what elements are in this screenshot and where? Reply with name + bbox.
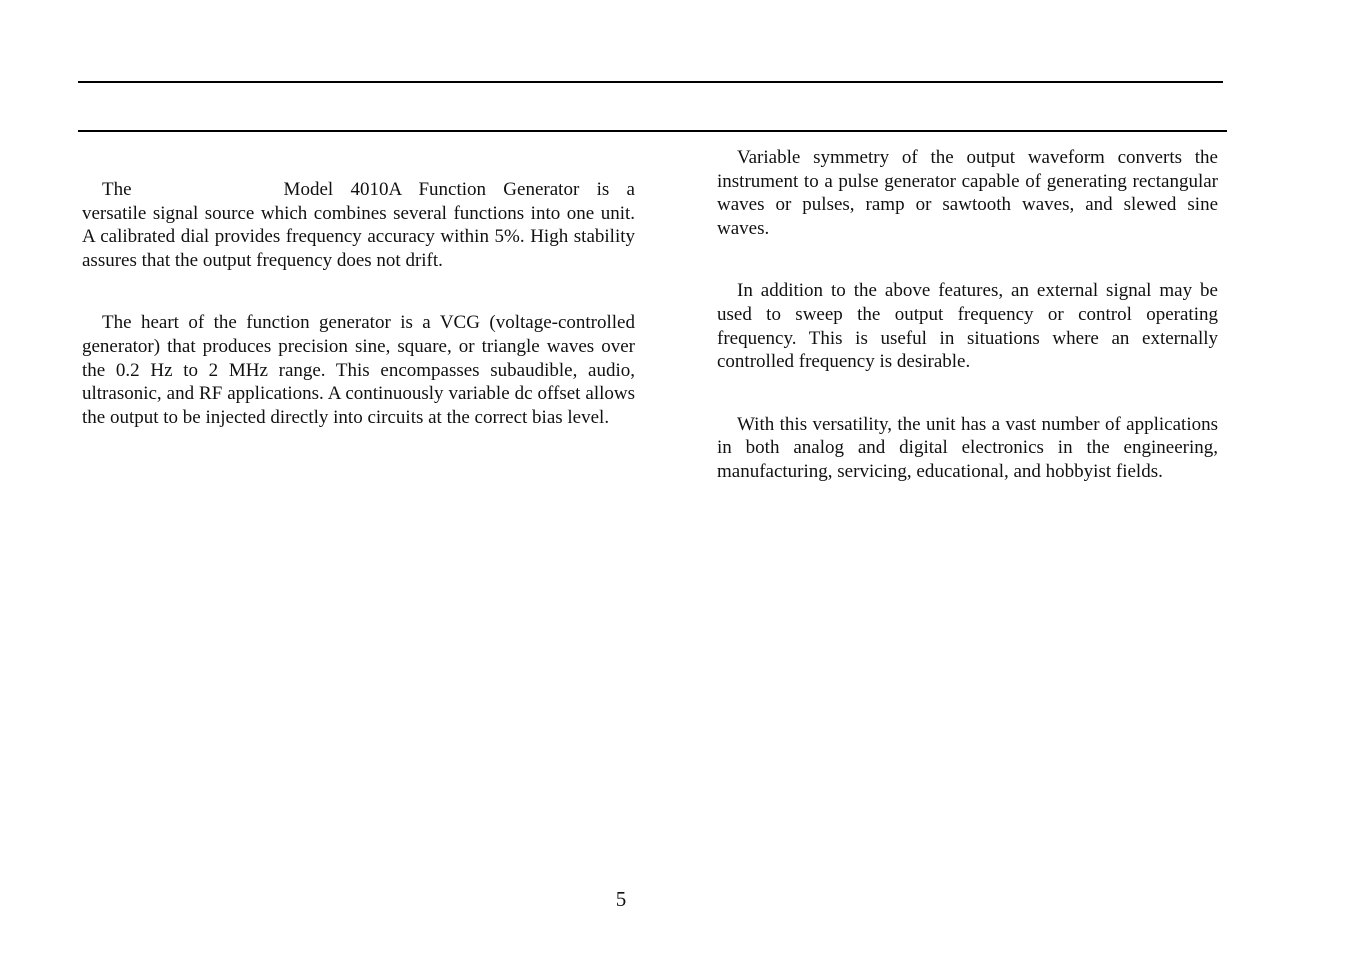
left-text-column bbox=[82, 178, 635, 429]
intro-lead-word: The bbox=[102, 179, 132, 200]
page-number: 5 bbox=[615, 887, 627, 911]
sweep-paragraph: In addition to the above features, an external signal may be used to sweep the output frequency or control operating frequency. This is useful in situations where an externally controlled frequency is desirable. bbox=[717, 280, 1218, 373]
vcg-paragraph: The heart of the function generator is a VCG (voltage-controlled generator) that produces precision sine, square, or triangle waves over the 0.2 Hz to 2 MHz range. This encompasses subaudible, audio, ultrasonic, and RF applications. A continuously variable dc offset allows the output to be injected directly into circuits at the correct bias level. bbox=[82, 312, 635, 428]
header-rule-bottom bbox=[78, 130, 1227, 132]
symmetry-paragraph: Variable symmetry of the output waveform converts the instrument to a pulse generator capable of generating rectangular waves or pulses, ramp or sawtooth waves, and slewed sine waves. bbox=[717, 147, 1218, 239]
intro-body: Model 4010A Function Generator is a versatile signal source which combines several functions into one unit. A calibrated dial provides frequency accuracy within 5%. High stability assures that the output frequency does not drift. bbox=[82, 179, 635, 271]
header-rule-top bbox=[78, 81, 1223, 83]
intro-paragraph bbox=[82, 178, 635, 272]
right-text-column bbox=[717, 146, 1218, 484]
applications-paragraph: With this versatility, the unit has a vast number of applications in both analog and digital electronics in the engineering, manufacturing, servicing, educational, and hobbyist fields. bbox=[717, 413, 1218, 482]
